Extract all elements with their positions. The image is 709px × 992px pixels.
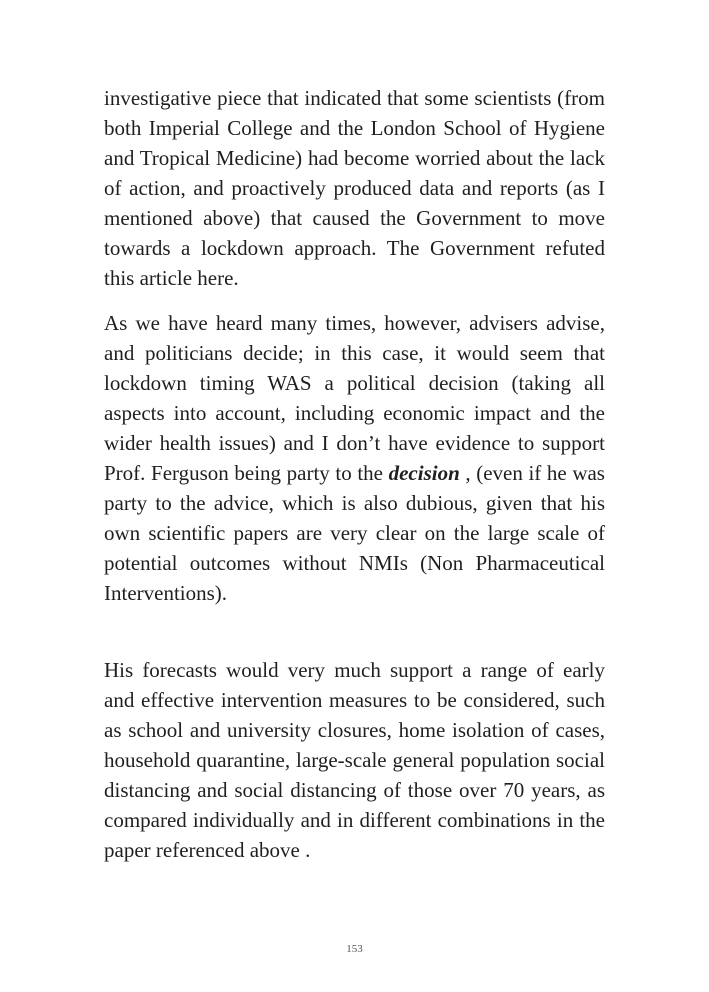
- paragraph-forecasts: His forecasts would very much support a range of early and effective intervention measures to be considered, such as school and university closures, home isolation of cases, household quarantine, large-scale general population social distancing and social distancing of those over 70 years, as compared individually and in different combinations in the paper referenced above .: [104, 658, 605, 862]
- page-number: 153: [346, 943, 363, 955]
- paragraph-advisers-advise-end: , (even if he was party to the advice, which is also dubious, given that his own scientific papers are very clear on the large scale of potential outcomes without NMIs (Non Pharmaceutical Interventions).: [104, 461, 605, 605]
- paragraph-advisers-advise-start: As we have heard many times, however, advisers advise, and politicians decide; in this case, it would seem that lockdown timing WAS a political decision (taking all aspects into account, including economic impact and the wider health issues) and I don’t have evidence to support Prof. Ferguson being party to the: [104, 311, 605, 485]
- paragraph-investigative-piece: investigative piece that indicated that some scientists (from both Imperial College and the London School of Hygiene and Tropical Medicine) had become worried about the lack of action, and proactively produced data and reports (as I mentioned above) that caused the Government to move towards a lockdown approach. The Government refuted this article here.: [104, 86, 605, 290]
- paragraph-advisers-advise: [104, 308, 605, 608]
- emphasized-word-decision: decision: [388, 461, 460, 485]
